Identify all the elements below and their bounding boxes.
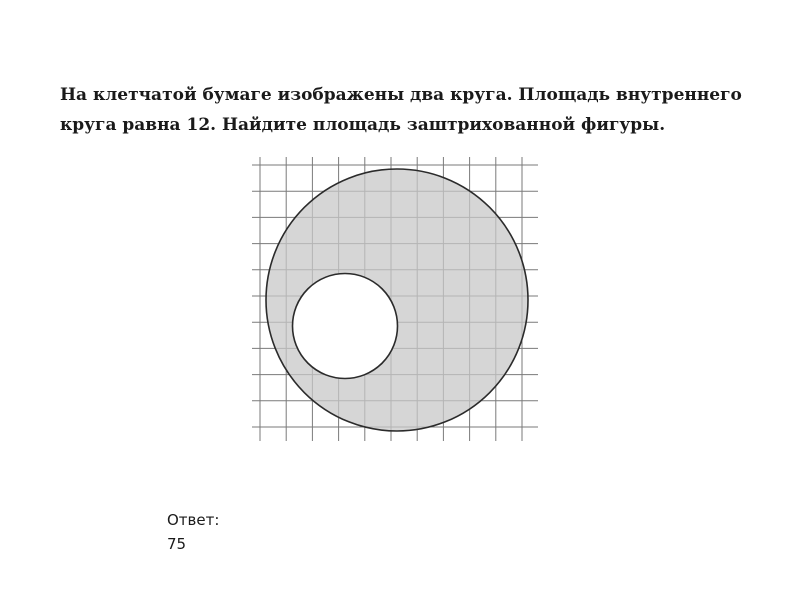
answer-block (167, 508, 219, 556)
problem-statement (60, 80, 760, 140)
answer-label: Ответ: (167, 511, 220, 529)
problem-line-1: На клетчатой бумаге изображены два круга. Площадь внутреннего (60, 85, 742, 105)
problem-line-2: круга равна 12. Найдите площадь заштрихованной фигуры. (60, 115, 666, 135)
inner-circle (293, 274, 398, 379)
answer-value: 75 (167, 535, 187, 553)
circles-figure (250, 155, 540, 445)
